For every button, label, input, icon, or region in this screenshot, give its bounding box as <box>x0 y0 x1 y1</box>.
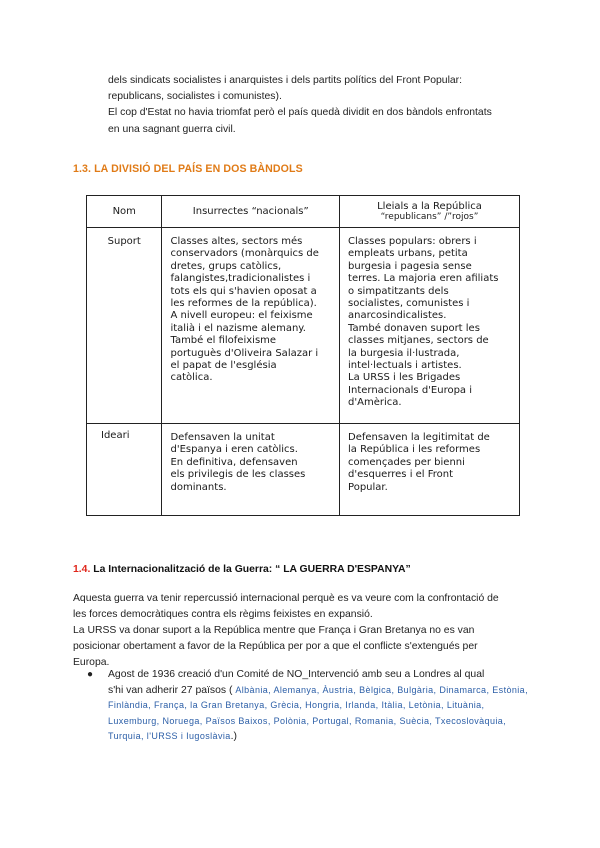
section-heading-1-3: 1.3. LA DIVISIÓ DEL PAÍS EN DOS BÀNDOLS <box>73 163 303 175</box>
cell-line: socialistes, comunistes i <box>348 298 470 310</box>
row-label-text: Ideari <box>101 430 130 441</box>
country-item: Itàlia <box>381 700 403 710</box>
table-header-row <box>87 196 520 228</box>
body-line: Europa. <box>73 657 110 668</box>
cell-line: falangistes,tradicionalistes i <box>170 273 311 285</box>
suport-insurrectes-cell <box>162 228 340 424</box>
bullet-list <box>73 667 528 745</box>
cell-line: dretes, grups catòlics, <box>170 260 282 272</box>
cell-line: La URSS i les Brigades <box>348 372 461 384</box>
section-title: La Internacionalització de la Guerra: “ LA GUERRA D'ESPANYA” <box>90 564 411 575</box>
cell-line: Classes populars: obrers i <box>348 236 477 247</box>
country-item: Irlanda <box>345 700 376 710</box>
suport-lleials-cell <box>340 228 520 424</box>
country-separator: , <box>299 700 306 710</box>
cell-text <box>162 228 339 391</box>
cell-line: les reformes de la república). <box>170 298 317 310</box>
country-item: Letònia <box>408 700 441 710</box>
ideari-insurrectes-cell <box>162 424 340 516</box>
factions-table <box>86 195 520 516</box>
country-item: la Gran Bretanya <box>190 700 265 710</box>
body-line: posicionar obertament a favor de la República per por a que el conflicte s'extengués per <box>73 641 478 652</box>
country-separator: , <box>264 700 271 710</box>
cell-line: Classes altes, sectors més <box>170 236 303 247</box>
country-item: Bulgària <box>397 684 434 695</box>
country-item: Bèlgica <box>359 684 392 695</box>
body-line: La URSS va donar suport a la República mentre que França i Gran Bretanya no es van <box>73 625 475 636</box>
country-separator: , <box>441 700 447 710</box>
country-separator: , <box>306 715 313 726</box>
bullet-close: .) <box>230 731 238 742</box>
cell-line: intel·lectuals i artistes. <box>348 360 462 372</box>
cell-line: començades per bienni <box>348 456 465 468</box>
country-item: Suècia <box>399 715 430 726</box>
country-item: Finlàndia <box>108 700 149 710</box>
ideari-lleials-cell <box>340 424 520 516</box>
cell-line: els privilegis de les classes <box>170 469 306 481</box>
country-separator: , <box>156 715 163 726</box>
header-insurrectes: Insurrectes “nacionals” <box>162 196 340 228</box>
country-separator: , <box>402 700 409 710</box>
country-item: Hongria <box>305 700 340 710</box>
cell-line: d'Espanya i eren catòlics. <box>170 444 298 456</box>
country-separator: , <box>353 684 360 695</box>
cell-text <box>340 228 519 416</box>
country-separator: , <box>148 700 154 710</box>
cell-line: Internacionals d'Europa i <box>348 384 473 396</box>
country-separator: , <box>429 715 436 726</box>
cell-line: En definitiva, defensaven <box>170 456 298 468</box>
country-item: Dinamarca <box>439 684 487 695</box>
cell-line: d'esquerres i el Front <box>348 469 454 481</box>
cell-line: la República i les reformes <box>348 444 481 456</box>
cell-line: italià i el nazisme alemany. <box>170 322 306 334</box>
country-separator: , <box>393 715 400 726</box>
country-item: Txecoslovàquia <box>435 715 504 726</box>
table-row-suport <box>87 228 520 424</box>
intro-line: republicans, socialistes i comunistes). <box>108 91 282 103</box>
cell-line: classes mitjanes, sectors de <box>348 335 489 347</box>
cell-line: Defensaven la legitimitat de <box>348 432 490 443</box>
bullet-line: s'hi van adherir 27 països ( <box>108 684 236 696</box>
country-separator: , <box>184 700 191 710</box>
country-separator: , <box>486 684 493 695</box>
cell-line: catòlica. <box>170 372 213 384</box>
country-item: Alemanya <box>273 684 317 695</box>
country-last: l'URSS i Iugoslàvia <box>146 731 231 741</box>
country-item: Polònia <box>273 715 307 726</box>
intro-line: dels sindicats socialistes i anarquistes i dels partits polítics del Front Popular: <box>108 75 463 86</box>
row-label-text: Suport <box>107 236 141 247</box>
cell-line: dominants. <box>170 481 227 493</box>
section-heading-1-4 <box>73 564 411 575</box>
list-item <box>73 667 528 745</box>
country-item: Albània <box>235 684 269 695</box>
country-separator: , <box>268 684 274 695</box>
cell-text <box>340 424 519 500</box>
country-item: Romania <box>354 715 394 726</box>
cell-line: la burgesia il·lustrada, <box>348 347 460 359</box>
cell-line: d'Amèrica. <box>348 397 402 409</box>
country-item: Estònia <box>492 684 526 695</box>
cell-line: el papat de l'església <box>170 360 277 372</box>
row-label-suport <box>87 228 162 424</box>
cell-line: També el filofeixisme <box>170 335 277 347</box>
country-item: Grècia <box>270 700 300 710</box>
country-item: Països Baixos <box>205 715 268 726</box>
cell-line: conservadors (monàrquics de <box>170 248 319 260</box>
country-item: Portugal <box>312 715 350 726</box>
cell-line: tots els qui s'havien oposat a <box>170 285 317 297</box>
country-item: França <box>153 700 185 710</box>
country-separator: , <box>140 731 147 741</box>
header-nom: Nom <box>87 196 162 228</box>
bullet-line: Agost de 1936 creació d'un Comité de NO_Intervenció amb seu a Londres al qual <box>108 669 485 680</box>
country-item: Àustria <box>322 684 354 695</box>
cell-line: També donaven suport les <box>348 322 480 334</box>
row-label-ideari <box>87 424 162 516</box>
header-lleials <box>340 196 520 228</box>
cell-line: burgesia i pagesia sense <box>348 260 472 272</box>
cell-line: terres. La majoria eren afiliats <box>348 273 499 285</box>
intro-line: en una sagnant guerra civil. <box>108 123 236 135</box>
cell-line: anarcosindicalistes. <box>348 310 447 322</box>
cell-line: A nivell europeu: el feixisme <box>170 310 313 322</box>
cell-line: Popular. <box>348 481 388 493</box>
country-separator: , <box>267 715 274 726</box>
table-row-ideari <box>87 424 520 516</box>
intro-paragraph <box>108 73 528 138</box>
country-separator: , <box>503 715 507 726</box>
intro-line: El cop d'Estat no havia triomfat però el país quedà dividit en dos bàndols enfrontats <box>108 107 492 119</box>
country-separator: , <box>316 684 323 695</box>
cell-line: portuguès d'Oliveira Salazar i <box>170 347 319 359</box>
country-item: Luxemburg <box>108 715 157 726</box>
header-lleials-line1: Lleials a la República <box>377 200 482 212</box>
cell-line: Defensaven la unitat <box>170 432 275 443</box>
country-separator: , <box>199 715 206 726</box>
countries-list <box>108 683 528 745</box>
country-separator: , <box>375 700 382 710</box>
country-item: Turquia <box>108 731 141 741</box>
country-item: Noruega <box>162 715 200 726</box>
country-separator: , <box>481 700 485 710</box>
bullet-icon: ● <box>87 669 94 680</box>
internationalization-text <box>73 591 528 671</box>
country-separator: , <box>349 715 355 726</box>
cell-line: o simpatitzants dels <box>348 285 449 297</box>
country-separator: , <box>525 684 528 695</box>
section-number: 1.4. <box>73 564 91 575</box>
country-item: Lituània <box>446 700 482 710</box>
cell-line: empleats urbans, petita <box>348 248 468 260</box>
header-lleials-line2: “republicans” /”rojos” <box>380 211 479 222</box>
country-separator: , <box>391 684 398 695</box>
cell-text <box>162 424 339 500</box>
body-line: Aquesta guerra va tenir repercussió internacional perquè es va veure com la confrontació de <box>73 593 499 604</box>
country-separator: , <box>433 684 440 695</box>
country-separator: , <box>339 700 346 710</box>
body-line: les forces democràtiques contra els règims feixistes en expansió. <box>73 609 373 620</box>
